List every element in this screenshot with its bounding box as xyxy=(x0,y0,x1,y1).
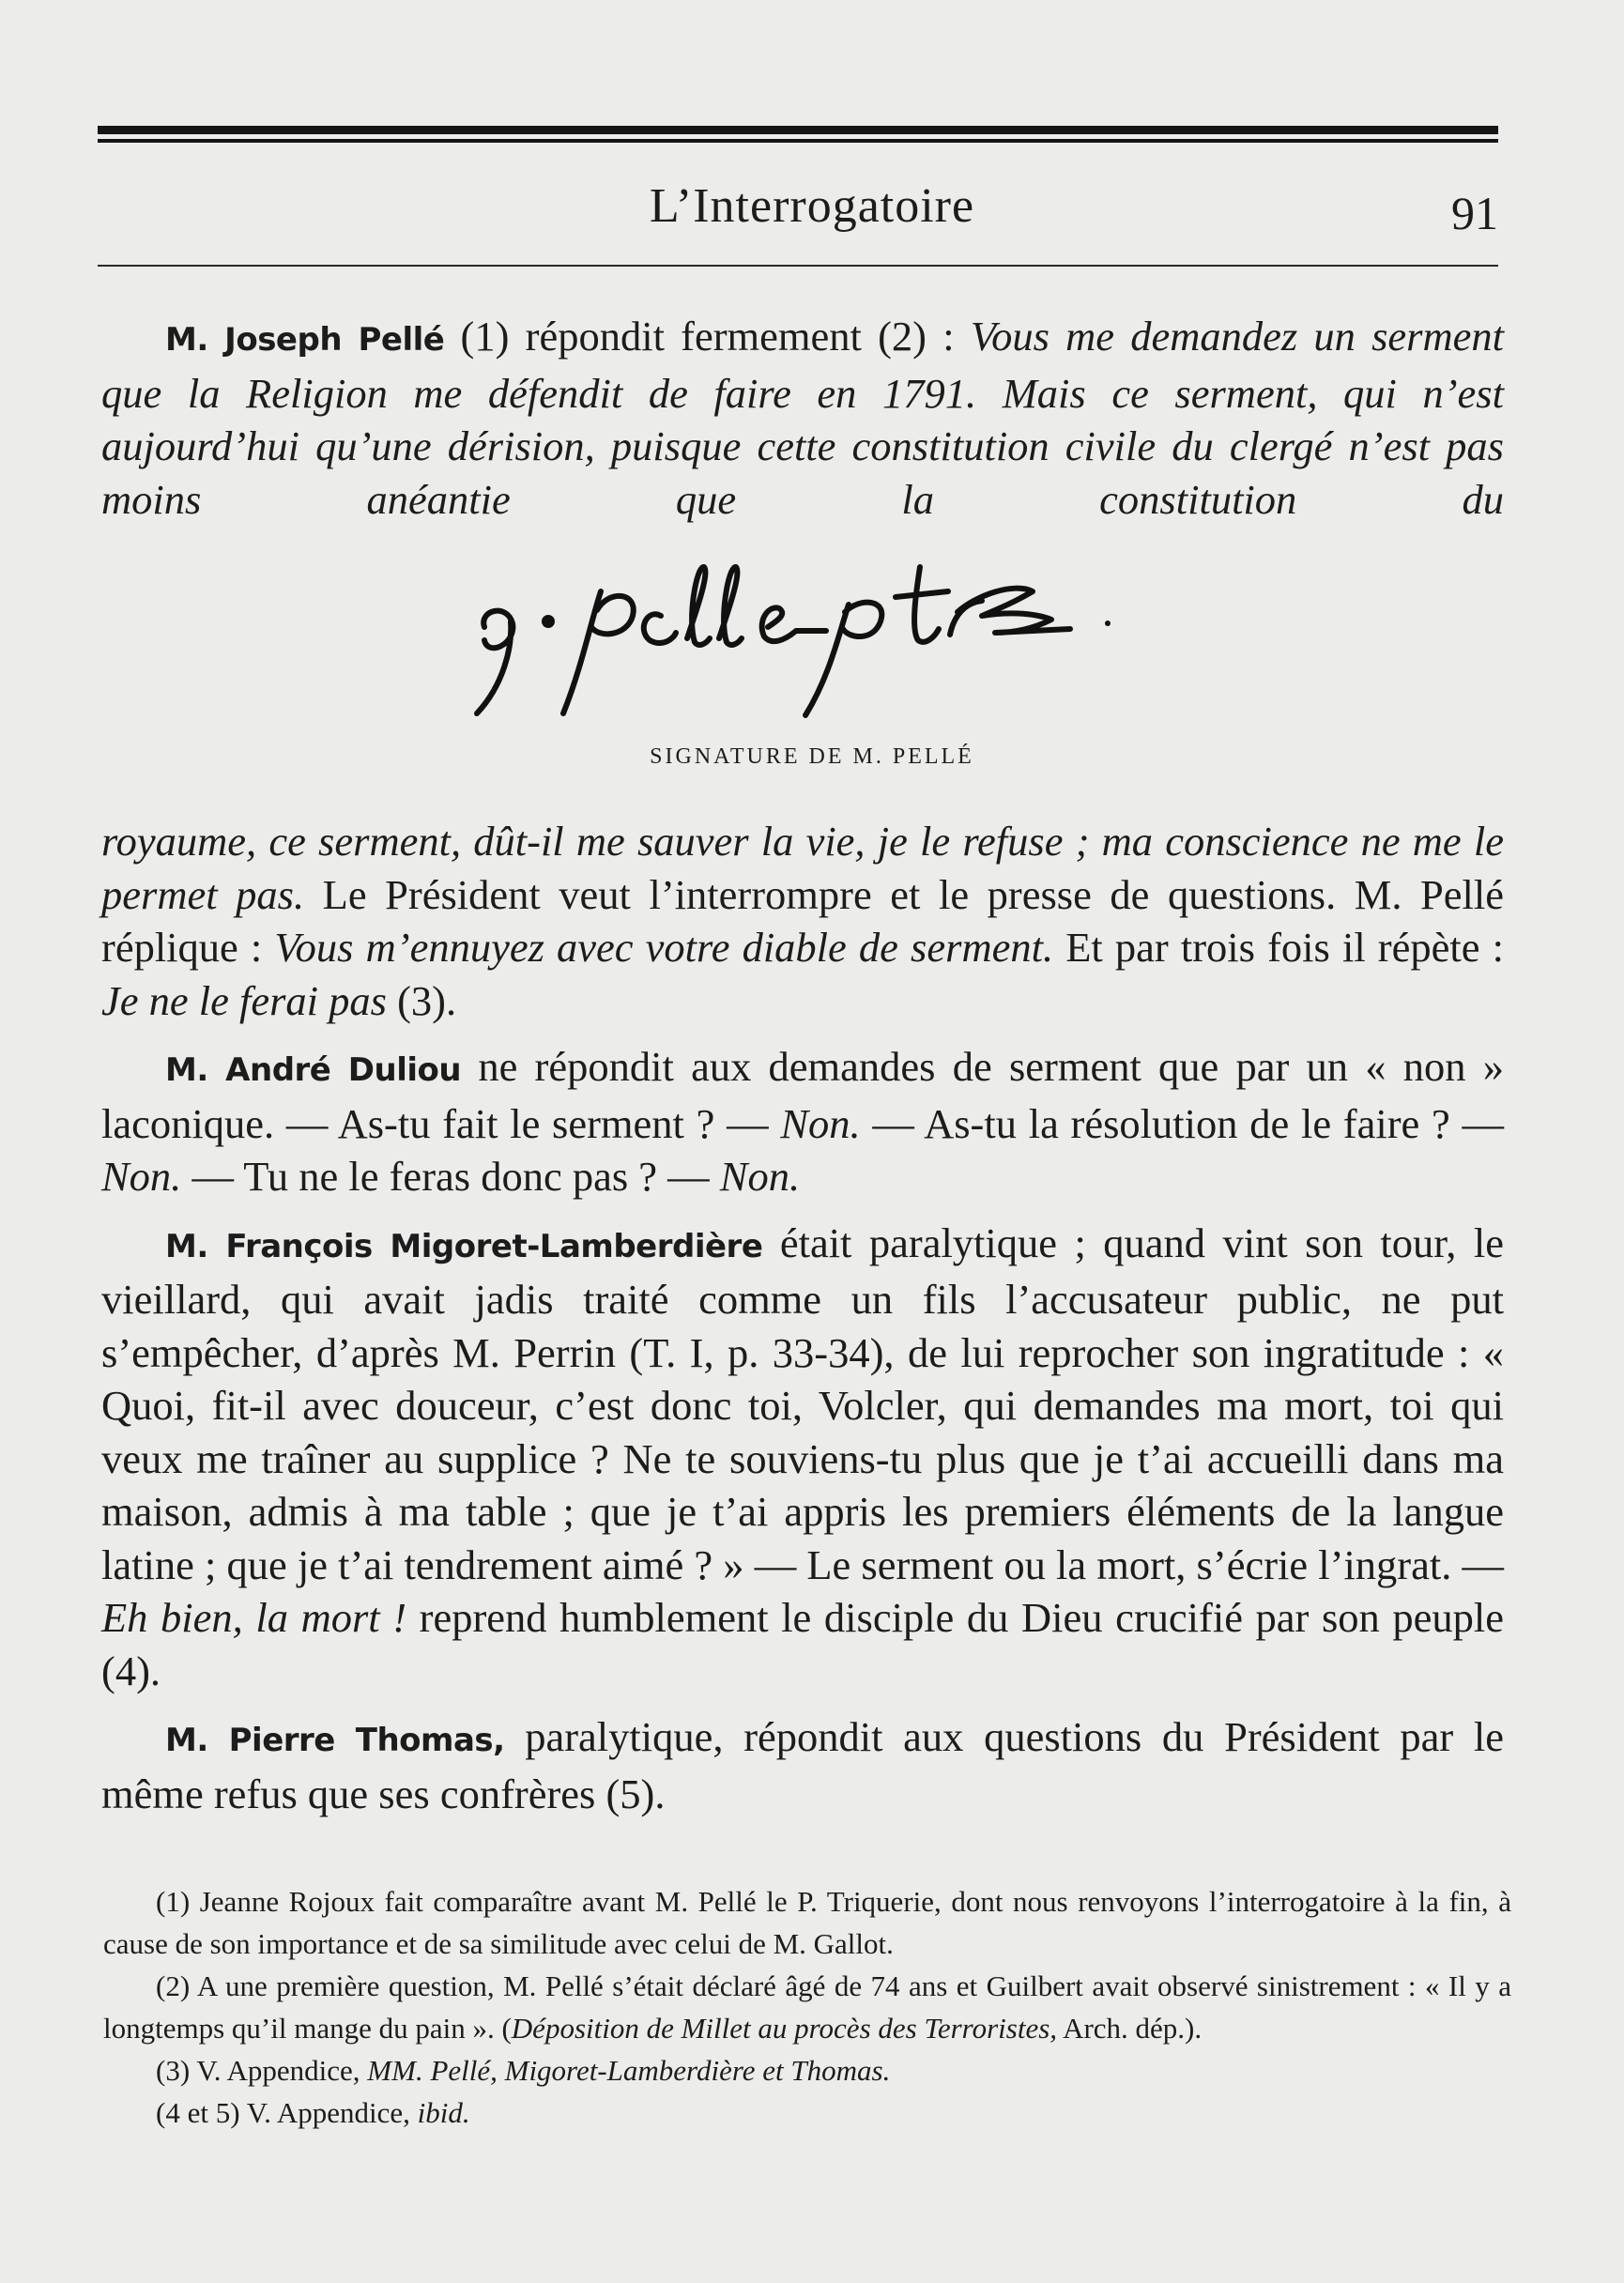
answer-text: Non. xyxy=(101,1153,182,1200)
quote-text: Eh bien, la mort ! xyxy=(101,1594,407,1641)
person-name: M. Pierre Thomas, xyxy=(165,1722,505,1759)
footnote-text: Arch. dép.). xyxy=(1057,2012,1203,2045)
footnote-italic: Déposition de Millet au procès des Terroristes, xyxy=(511,2012,1058,2045)
paragraph-text: — As-tu la résolution de le faire ? — xyxy=(860,1099,1504,1147)
footnote-4-5 xyxy=(103,2091,1511,2134)
paragraph-text: (3). xyxy=(386,976,457,1024)
paragraph-text: reprend humblement le disciple du Dieu crucifié par son peuple (4). xyxy=(101,1594,1504,1694)
body-text-continued xyxy=(101,815,1504,1820)
answer-text: Non. xyxy=(719,1153,801,1200)
person-name: M. Joseph Pellé xyxy=(165,321,445,359)
signature-image xyxy=(451,554,1145,732)
footnote-text: (3) V. Appendice, xyxy=(156,2054,368,2087)
header-double-rule xyxy=(98,126,1498,143)
quote-text: royaume, ce serment, dût-il me sauver la vie, je le refuse ; ma conscience ne me le permet pas. xyxy=(101,818,1504,918)
paragraph-text: — Tu ne le feras donc pas ? — xyxy=(181,1153,720,1200)
paragraph-migoret xyxy=(101,1217,1504,1698)
answer-text: Non. xyxy=(780,1099,861,1147)
footnote-italic: MM. Pellé, Migoret-Lamberdière et Thomas. xyxy=(367,2054,891,2087)
paragraph-text: Et par trois fois il répète : xyxy=(1053,924,1504,971)
footnote-italic: ibid. xyxy=(417,2096,470,2129)
paragraph-duliou xyxy=(101,1040,1504,1203)
paragraph-text: Le Président veut l’interrompre et le presse de questions. M. Pellé réplique : xyxy=(101,870,1504,971)
paragraph-pelle-start xyxy=(101,310,1504,526)
header-rule xyxy=(98,265,1498,267)
page-number: 91 xyxy=(1451,187,1498,239)
paragraph-text: était paralytique ; quand vint son tour, le vieillard, qui avait jadis traité comme un fils l’accusateur public, ne put s’empêcher, d’après M. Perrin (T. I, p. 33-34), de lui reprocher son ingratitude : « Quoi, fit-il avec douceur, c’est donc toi, Volcler, qui demandes ma mort, toi qui veux me traîner au supplice ? Ne te souviens-tu plus que je t’ai accueilli dans ma maison, admis à ma table ; que je t’ai appris les premiers éléments de la langue latine ; que je t’ai tendrement aimé ? » — Le serment ou la mort, s’écrie l’ingrat. — xyxy=(101,1218,1504,1588)
paragraph-text: ne répondit aux demandes de serment que par un « non » laconique. — As-tu fait le serment ? — xyxy=(101,1043,1504,1147)
quote-text: Je ne le ferai pas xyxy=(101,976,387,1024)
footnote-1: (1) Jeanne Rojoux fait comparaître avant M. Pellé le P. Triquerie, dont nous renvoyons l’interrogatoire à la fin, à cause de son importance et de sa similitude avec celui de M. Gallot. xyxy=(103,1885,1511,1960)
footnote-3 xyxy=(103,2049,1511,2091)
footnotes xyxy=(103,1880,1511,2134)
paragraph-thomas xyxy=(101,1710,1504,1820)
person-name: M. André Duliou xyxy=(165,1051,462,1089)
quote-text: Vous m’ennuyez avec votre diable de serment. xyxy=(274,924,1054,971)
person-name: M. François Migoret-Lamberdière xyxy=(165,1227,763,1265)
footnote-2 xyxy=(103,1965,1511,2049)
paragraph-text: (1) répondit fermement (2) : xyxy=(444,313,971,360)
running-title: L’Interrogatoire xyxy=(649,179,975,233)
quote-text: Vous me demandez un serment que la Religion me défendit de faire en 1791. Mais ce serment, qui n’est aujourd’hui qu’une dérision, puisque cette constitution civile du clergé n’est pas moins anéantie que la constitution du xyxy=(101,313,1504,523)
paragraph-text: paralytique, répondit aux questions du Président par le même refus que ses confrères (5). xyxy=(101,1713,1504,1817)
signature-caption: SIGNATURE DE M. PELLÉ xyxy=(650,744,974,769)
footnote-text: (2) A une première question, M. Pellé s’était déclaré âgé de 74 ans et Guilbert avait observé sinistrement : « Il y a longtemps qu’il mange du pain ». ( xyxy=(103,1969,1511,2045)
paragraph-pelle-end xyxy=(101,815,1504,1027)
footnote-text: (4 et 5) V. Appendice, xyxy=(156,2096,418,2129)
